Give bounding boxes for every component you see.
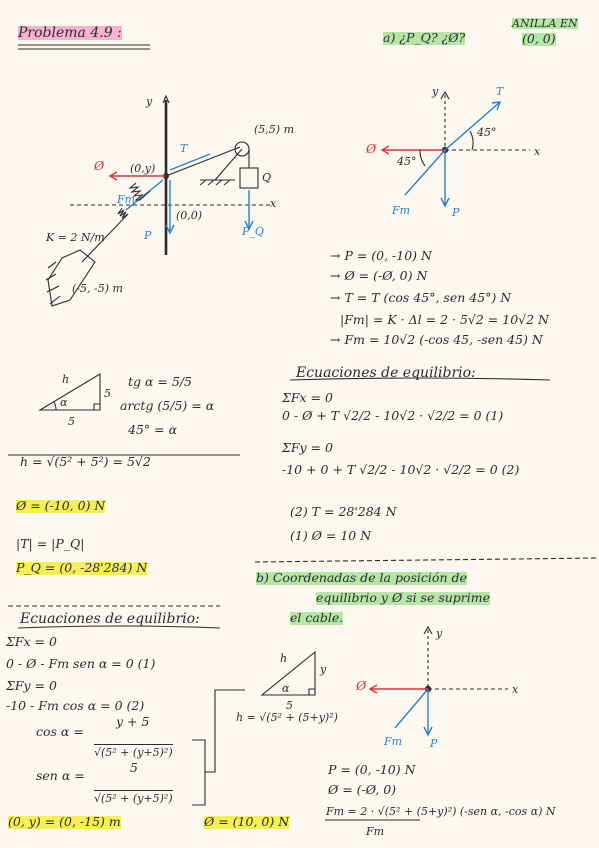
tri-b-alpha: α xyxy=(282,682,290,695)
left-P-label: P xyxy=(144,229,152,242)
left-phi-label: Ø xyxy=(94,158,105,173)
tri-a-vert: 5 xyxy=(104,387,111,400)
tri-a-h: h xyxy=(62,373,70,386)
eq-a-sumfy: ΣFy = 0 xyxy=(282,440,333,455)
anilla-label: ANILLA EN xyxy=(512,17,578,30)
question-a: a) ¿P_Q? ¿Ø? xyxy=(383,30,466,45)
triangle-b-right-angle xyxy=(309,689,315,695)
force-a-2: → Ø = (-Ø, 0) N xyxy=(330,268,428,283)
tri-b-horiz: 5 xyxy=(286,699,293,712)
right-a-phi-label: Ø xyxy=(366,141,377,156)
tri-a-eq2: arctg (5/5) = α xyxy=(120,398,215,413)
brace xyxy=(192,690,245,805)
force-a-1: → P = (0, -10) N xyxy=(330,248,432,263)
result-b-coords: (0, y) = (0, -15) m xyxy=(8,814,121,829)
angle-arc-2 xyxy=(420,150,425,166)
Fm-arrow-right-b xyxy=(395,689,428,728)
eq-a-sol-phi: (1) Ø = 10 N xyxy=(290,528,372,543)
triangle-a xyxy=(40,374,100,410)
left-point-label: (0,y) xyxy=(130,162,156,175)
support-hatch xyxy=(200,180,235,185)
right-a-angle-2: 45° xyxy=(397,155,417,168)
tri-b-vert: y xyxy=(320,663,327,676)
eq-b-cos-num: y + 5 xyxy=(116,714,150,729)
part-b-heading-2: equilibrio y Ø si se suprime xyxy=(316,590,491,605)
right-b-phi-label: Ø xyxy=(356,678,367,693)
divider-2 xyxy=(255,558,598,562)
triangle-a-right-angle xyxy=(94,404,100,410)
triangle-a-alpha-arc xyxy=(54,402,56,410)
eq-a-sol-T: (2) T = 28'284 N xyxy=(290,504,397,519)
eq-b-sen-label: sen α = xyxy=(36,768,85,783)
force-a-4: |Fm| = K · Δl = 2 · 5√2 = 10√2 N xyxy=(340,312,549,327)
right-a-T-label: T xyxy=(496,85,504,98)
right-b-P-label: P xyxy=(430,737,438,750)
tri-a-hyp: h = √(5² + 5²) = 5√2 xyxy=(20,454,151,469)
left-PQ-label: P_Q xyxy=(242,225,264,238)
left-diagram xyxy=(46,96,270,306)
left-T-label: T xyxy=(180,142,188,155)
tri-a-alpha: α xyxy=(60,396,68,409)
angle-arc-1 xyxy=(470,131,473,150)
spring-constant-label: K = 2 N/m xyxy=(46,231,105,244)
force-a-5: → Fm = 10√2 (-cos 45, -sen 45) N xyxy=(330,332,543,347)
spring xyxy=(82,183,150,262)
eq-b-sen-den: √(5² + (y+5)²) xyxy=(94,792,173,805)
force-b-1: P = (0, -10) N xyxy=(328,762,416,777)
tri-a-eq3: 45° = α xyxy=(128,422,178,437)
result-a-PQ: P_Q = (0, -28'284) N xyxy=(16,560,148,575)
force-a-3: → T = T (cos 45°, sen 45°) N xyxy=(330,290,512,305)
right-a-x-label: x xyxy=(534,145,541,158)
eq-b-heading: Ecuaciones de equilibrio: xyxy=(20,611,200,627)
right-b-x-label: x xyxy=(512,683,519,696)
mass-Q xyxy=(240,168,258,188)
right-b-Fm-label: Fm xyxy=(384,735,403,748)
force-b-3: Fm = 2 · √(5² + (5+y)²) (-sen α, -cos α) N xyxy=(326,805,556,818)
eq-b-sumfx: ΣFx = 0 xyxy=(6,634,57,649)
cable xyxy=(166,147,240,176)
right-a-Fm-label: Fm xyxy=(392,204,411,217)
fm-underlabel: Fm xyxy=(366,825,385,838)
triangle-a-shape xyxy=(40,374,100,410)
right-diagram-b xyxy=(370,627,508,735)
tri-a-horiz: 5 xyxy=(68,415,75,428)
eq-b-y: -10 - Fm cos α = 0 (2) xyxy=(6,698,145,713)
result-a-phi: Ø = (-10, 0) N xyxy=(16,498,106,513)
right-a-angle-1: 45° xyxy=(477,126,497,139)
left-origin-label: (0,0) xyxy=(176,209,203,222)
right-a-y-label: y xyxy=(432,85,439,98)
tri-a-eq1: tg α = 5/5 xyxy=(128,374,192,389)
right-diagram-a xyxy=(382,92,530,206)
eq-b-cos-den: √(5² + (y+5)²) xyxy=(94,746,173,759)
eq-b-sen-num: 5 xyxy=(130,760,138,775)
eq-a-sumfx: ΣFx = 0 xyxy=(282,390,333,405)
left-pulley-label: (5,5) m xyxy=(254,123,295,136)
result-a-T-eq: |T| = |P_Q| xyxy=(16,536,85,551)
eq-a-y: -10 + 0 + T √2/2 - 10√2 · √2/2 = 0 (2) xyxy=(282,462,520,477)
eq-b-cos-label: cos α = xyxy=(36,724,84,739)
part-b-heading-1: b) Coordenadas de la posición de xyxy=(256,570,467,585)
eq-a-x: 0 - Ø + T √2/2 - 10√2 · √2/2 = 0 (1) xyxy=(282,408,504,423)
tri-b-hyp: h = √(5² + (5+y)²) xyxy=(236,711,338,724)
eq-b-x: 0 - Ø - Fm sen α = 0 (1) xyxy=(6,656,156,671)
pulley-support xyxy=(215,149,242,180)
right-b-y-label: y xyxy=(436,627,443,640)
tri-b-h: h xyxy=(280,652,288,665)
eq-b-sumfy: ΣFy = 0 xyxy=(6,678,57,693)
left-Fm-label: Fm xyxy=(117,193,136,206)
problem-title: Problema 4.9 : xyxy=(18,25,122,41)
left-y-label: y xyxy=(146,95,153,108)
right-a-P-label: P xyxy=(452,206,460,219)
anilla-coords: (0, 0) xyxy=(522,31,556,46)
anchor-label: (-5, -5) m xyxy=(72,282,123,295)
force-b-2: Ø = (-Ø, 0) xyxy=(328,782,397,797)
left-x-label: x xyxy=(270,197,277,210)
wall xyxy=(48,250,95,306)
mass-label: Q xyxy=(262,171,272,184)
eq-a-heading: Ecuaciones de equilibrio: xyxy=(296,365,476,381)
result-b-phi: Ø = (10, 0) N xyxy=(204,814,290,829)
part-b-heading-3: el cable. xyxy=(290,610,344,625)
T-arrow-left xyxy=(170,154,210,170)
